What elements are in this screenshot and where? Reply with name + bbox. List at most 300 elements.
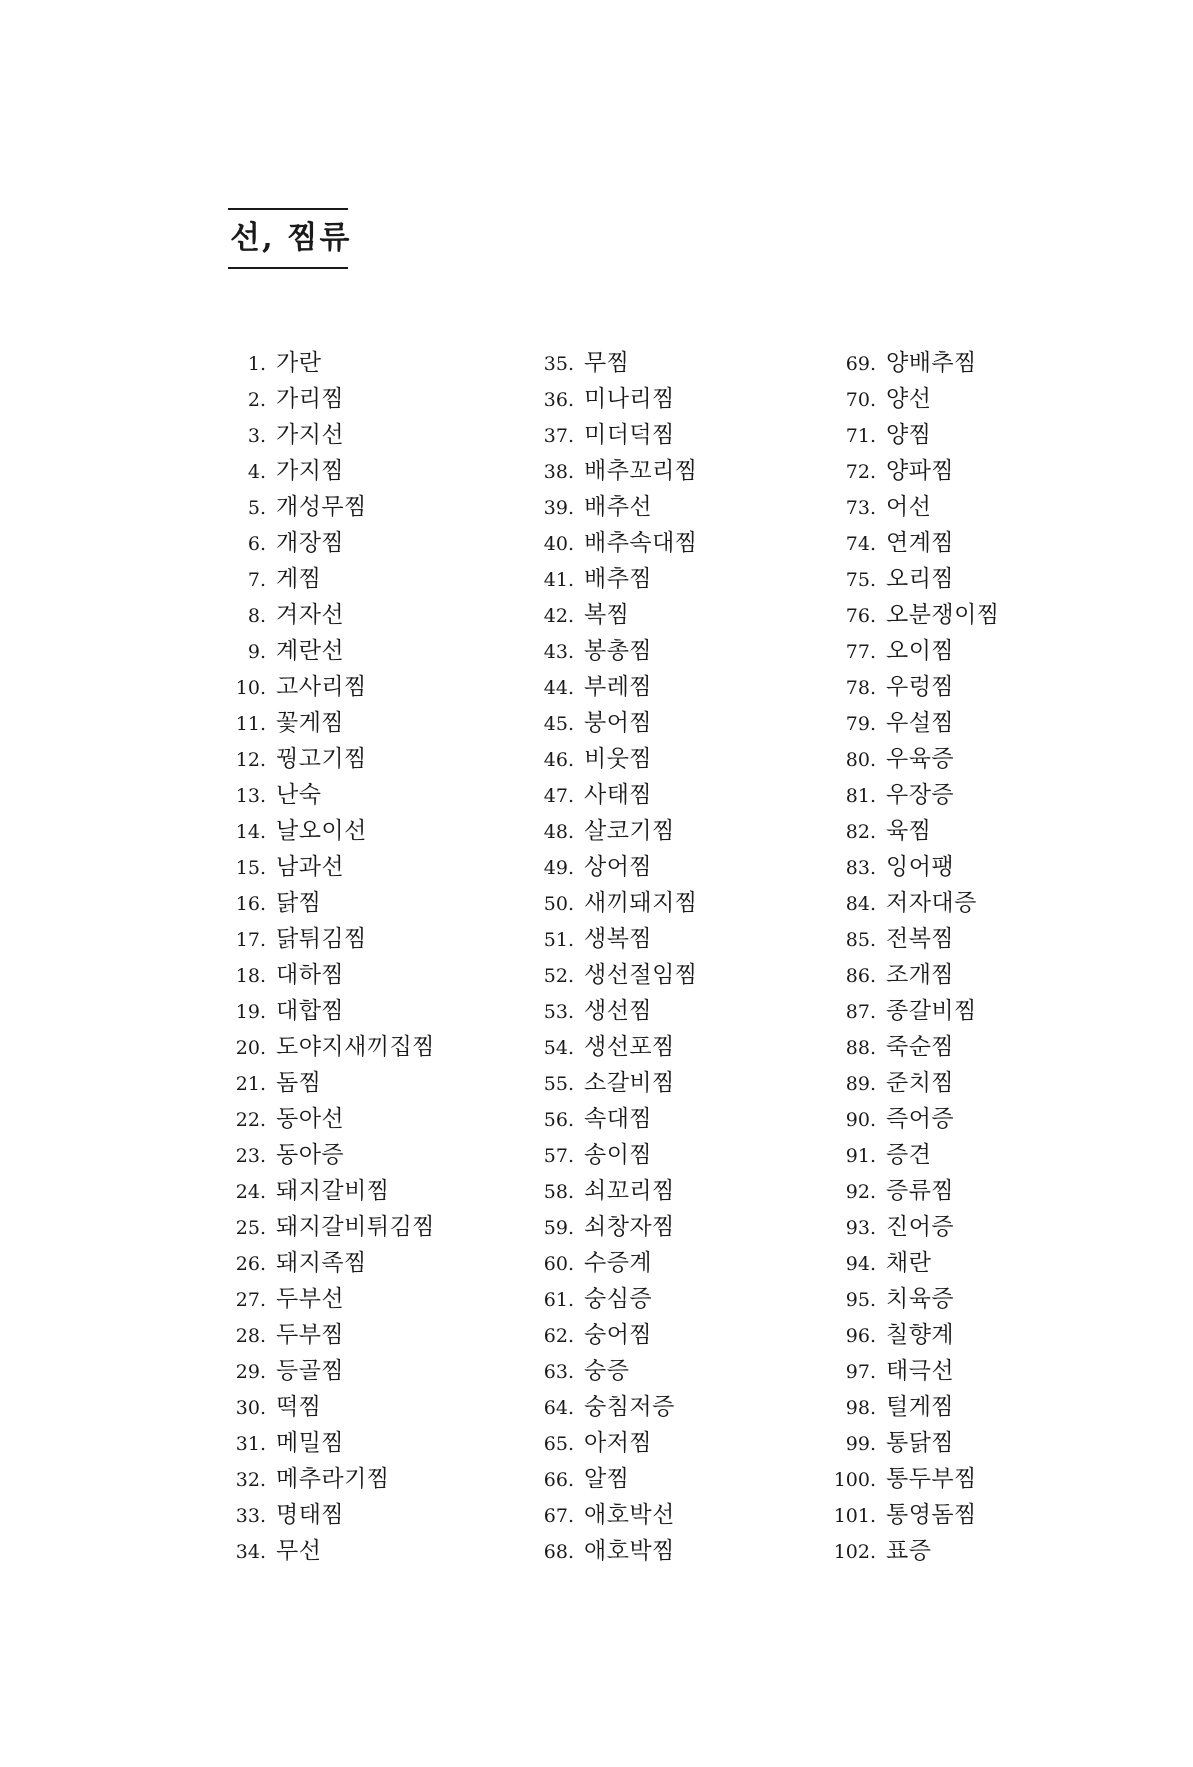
list-item <box>820 1461 1000 1497</box>
item-number: 58. <box>543 1181 574 1203</box>
item-number: 38. <box>543 461 574 483</box>
item-name: 상어찜 <box>584 854 653 880</box>
list-item <box>530 489 698 525</box>
list-item <box>222 885 435 921</box>
list-item <box>530 1497 698 1533</box>
item-number: 85. <box>845 929 876 951</box>
item-name: 통닭찜 <box>886 1430 955 1456</box>
item-number: 54. <box>543 1037 574 1059</box>
list-item <box>530 921 698 957</box>
item-name: 송이찜 <box>584 1142 653 1168</box>
item-name: 알찜 <box>584 1466 630 1492</box>
item-number: 45. <box>543 713 574 735</box>
item-number: 7. <box>247 569 266 591</box>
list-item <box>820 921 1000 957</box>
item-number: 98. <box>845 1397 876 1419</box>
list-column-1 <box>222 345 435 1569</box>
list-item <box>530 1533 698 1569</box>
list-item <box>222 453 435 489</box>
list-item <box>222 921 435 957</box>
item-name: 미나리찜 <box>584 386 675 412</box>
list-item <box>530 993 698 1029</box>
list-item <box>222 1101 435 1137</box>
item-name: 돼지갈비튀김찜 <box>276 1214 436 1240</box>
list-item <box>222 1065 435 1101</box>
item-name: 새끼돼지찜 <box>584 890 698 916</box>
item-number: 18. <box>235 965 266 987</box>
item-number: 94. <box>845 1253 876 1275</box>
item-number: 14. <box>235 821 266 843</box>
list-item <box>820 633 1000 669</box>
list-item <box>820 957 1000 993</box>
item-number: 34. <box>235 1541 266 1563</box>
item-name: 쇠창자찜 <box>584 1214 675 1240</box>
list-item <box>820 1533 1000 1569</box>
item-name: 등골찜 <box>276 1358 345 1384</box>
item-number: 91. <box>845 1145 876 1167</box>
item-number: 87. <box>845 1001 876 1023</box>
list-item <box>530 1065 698 1101</box>
item-name: 털게찜 <box>886 1394 955 1420</box>
item-number: 71. <box>845 425 876 447</box>
item-name: 증류찜 <box>886 1178 955 1204</box>
item-name: 무찜 <box>584 350 630 376</box>
list-item <box>222 1497 435 1533</box>
item-number: 90. <box>845 1109 876 1131</box>
item-name: 두부선 <box>276 1286 345 1312</box>
item-name: 통두부찜 <box>886 1466 977 1492</box>
item-number: 64. <box>543 1397 574 1419</box>
item-number: 12. <box>235 749 266 771</box>
item-name: 즉어증 <box>886 1106 955 1132</box>
item-number: 25. <box>235 1217 266 1239</box>
list-item <box>820 1353 1000 1389</box>
item-number: 4. <box>247 461 266 483</box>
list-item <box>820 741 1000 777</box>
item-name: 겨자선 <box>276 602 345 628</box>
list-item <box>222 957 435 993</box>
item-number: 84. <box>845 893 876 915</box>
list-item <box>222 1461 435 1497</box>
item-number: 1. <box>247 353 266 375</box>
list-item <box>530 1425 698 1461</box>
item-number: 48. <box>543 821 574 843</box>
item-number: 96. <box>845 1325 876 1347</box>
item-number: 11. <box>235 713 266 735</box>
heading-bottom-rule <box>228 267 348 269</box>
list-item <box>222 633 435 669</box>
item-name: 속대찜 <box>584 1106 653 1132</box>
item-name: 쇠꼬리찜 <box>584 1178 675 1204</box>
item-name: 채란 <box>886 1250 932 1276</box>
item-number: 20. <box>235 1037 266 1059</box>
item-name: 생선포찜 <box>584 1034 675 1060</box>
item-number: 97. <box>845 1361 876 1383</box>
item-name: 오이찜 <box>886 638 955 664</box>
item-number: 68. <box>543 1541 574 1563</box>
list-item <box>222 1425 435 1461</box>
item-number: 73. <box>845 497 876 519</box>
section-heading-block <box>228 208 352 269</box>
list-item <box>222 561 435 597</box>
item-number: 41. <box>543 569 574 591</box>
list-item <box>820 705 1000 741</box>
item-number: 23. <box>235 1145 266 1167</box>
list-item <box>820 669 1000 705</box>
list-item <box>530 417 698 453</box>
item-number: 82. <box>845 821 876 843</box>
list-item <box>530 957 698 993</box>
item-name: 개장찜 <box>276 530 345 556</box>
item-number: 9. <box>247 641 266 663</box>
item-number: 60. <box>543 1253 574 1275</box>
item-name: 가지찜 <box>276 458 345 484</box>
list-item <box>222 597 435 633</box>
list-item <box>820 1389 1000 1425</box>
item-name: 생복찜 <box>584 926 653 952</box>
item-name: 돔찜 <box>276 1070 322 1096</box>
list-item <box>222 1173 435 1209</box>
list-item <box>530 381 698 417</box>
item-number: 42. <box>543 605 574 627</box>
item-number: 33. <box>235 1505 266 1527</box>
item-name: 종갈비찜 <box>886 998 977 1024</box>
item-number: 63. <box>543 1361 574 1383</box>
item-number: 95. <box>845 1289 876 1311</box>
item-number: 67. <box>543 1505 574 1527</box>
item-name: 배추꼬리찜 <box>584 458 698 484</box>
item-name: 표증 <box>886 1538 932 1564</box>
item-number: 5. <box>247 497 266 519</box>
list-item <box>530 1317 698 1353</box>
item-name: 복찜 <box>584 602 630 628</box>
list-item <box>222 1353 435 1389</box>
list-item <box>820 777 1000 813</box>
item-name: 부레찜 <box>584 674 653 700</box>
item-number: 66. <box>543 1469 574 1491</box>
item-number: 37. <box>543 425 574 447</box>
item-name: 오분쟁이찜 <box>886 602 1000 628</box>
list-item <box>820 1065 1000 1101</box>
list-item <box>530 345 698 381</box>
list-item <box>820 1209 1000 1245</box>
item-name: 우설찜 <box>886 710 955 736</box>
item-name: 죽순찜 <box>886 1034 955 1060</box>
item-number: 15. <box>235 857 266 879</box>
list-item <box>530 705 698 741</box>
item-name: 양찜 <box>886 422 932 448</box>
item-name: 수증계 <box>584 1250 653 1276</box>
item-number: 10. <box>235 677 266 699</box>
list-item <box>820 1245 1000 1281</box>
item-name: 고사리찜 <box>276 674 367 700</box>
item-number: 100. <box>833 1469 876 1491</box>
item-name: 도야지새끼집찜 <box>276 1034 436 1060</box>
item-name: 떡찜 <box>276 1394 322 1420</box>
item-number: 8. <box>247 605 266 627</box>
item-name: 가란 <box>276 350 322 376</box>
list-item <box>222 489 435 525</box>
list-item <box>820 381 1000 417</box>
list-item <box>222 993 435 1029</box>
list-item <box>530 633 698 669</box>
item-name: 숭증 <box>584 1358 630 1384</box>
item-number: 13. <box>235 785 266 807</box>
item-number: 89. <box>845 1073 876 1095</box>
item-name: 두부찜 <box>276 1322 345 1348</box>
list-item <box>530 597 698 633</box>
item-name: 생선찜 <box>584 998 653 1024</box>
item-name: 연계찜 <box>886 530 955 556</box>
item-number: 29. <box>235 1361 266 1383</box>
list-item <box>820 1173 1000 1209</box>
item-number: 49. <box>543 857 574 879</box>
list-item <box>222 1209 435 1245</box>
item-number: 27. <box>235 1289 266 1311</box>
item-name: 살코기찜 <box>584 818 675 844</box>
list-item <box>530 1353 698 1389</box>
list-item <box>530 813 698 849</box>
list-item <box>222 1281 435 1317</box>
item-name: 대하찜 <box>276 962 345 988</box>
item-name: 배추선 <box>584 494 653 520</box>
item-number: 43. <box>543 641 574 663</box>
list-item <box>530 669 698 705</box>
item-number: 17. <box>235 929 266 951</box>
list-item <box>820 885 1000 921</box>
item-number: 28. <box>235 1325 266 1347</box>
item-number: 59. <box>543 1217 574 1239</box>
item-name: 애호박찜 <box>584 1538 675 1564</box>
item-name: 숭어찜 <box>584 1322 653 1348</box>
item-name: 배추속대찜 <box>584 530 698 556</box>
item-number: 78. <box>845 677 876 699</box>
item-number: 19. <box>235 1001 266 1023</box>
item-name: 꽃게찜 <box>276 710 345 736</box>
item-name: 숭심증 <box>584 1286 653 1312</box>
list-item <box>530 1389 698 1425</box>
item-name: 난숙 <box>276 782 322 808</box>
list-item <box>222 705 435 741</box>
list-item <box>530 1173 698 1209</box>
list-item <box>820 1137 1000 1173</box>
list-item <box>222 1137 435 1173</box>
item-name: 가리찜 <box>276 386 345 412</box>
list-item <box>222 813 435 849</box>
item-name: 전복찜 <box>886 926 955 952</box>
list-item <box>820 1497 1000 1533</box>
list-item <box>222 417 435 453</box>
item-name: 돼지갈비찜 <box>276 1178 390 1204</box>
item-number: 81. <box>845 785 876 807</box>
item-name: 어선 <box>886 494 932 520</box>
item-number: 86. <box>845 965 876 987</box>
item-name: 숭침저증 <box>584 1394 675 1420</box>
list-item <box>820 1317 1000 1353</box>
item-name: 조개찜 <box>886 962 955 988</box>
list-item <box>222 741 435 777</box>
list-item <box>820 345 1000 381</box>
list-item <box>222 1533 435 1569</box>
item-name: 우육증 <box>886 746 955 772</box>
page-title: 선, 찜류 <box>230 220 352 256</box>
item-name: 우렁찜 <box>886 674 955 700</box>
item-name: 소갈비찜 <box>584 1070 675 1096</box>
item-number: 70. <box>845 389 876 411</box>
item-name: 메추라기찜 <box>276 1466 390 1492</box>
item-name: 계란선 <box>276 638 345 664</box>
list-item <box>820 489 1000 525</box>
list-item <box>222 669 435 705</box>
list-item <box>222 777 435 813</box>
item-name: 명태찜 <box>276 1502 345 1528</box>
item-number: 22. <box>235 1109 266 1131</box>
item-name: 애호박선 <box>584 1502 675 1528</box>
item-number: 2. <box>247 389 266 411</box>
item-number: 44. <box>543 677 574 699</box>
item-name: 배추찜 <box>584 566 653 592</box>
item-name: 대합찜 <box>276 998 345 1024</box>
item-name: 생선절임찜 <box>584 962 698 988</box>
item-name: 잉어팽 <box>886 854 955 880</box>
item-name: 동아선 <box>276 1106 345 1132</box>
item-number: 99. <box>845 1433 876 1455</box>
list-item <box>530 525 698 561</box>
list-item <box>820 1029 1000 1065</box>
list-item <box>222 345 435 381</box>
item-number: 47. <box>543 785 574 807</box>
list-item <box>820 1281 1000 1317</box>
item-number: 102. <box>833 1541 876 1563</box>
list-item <box>222 1317 435 1353</box>
list-item <box>530 777 698 813</box>
item-number: 74. <box>845 533 876 555</box>
item-name: 진어증 <box>886 1214 955 1240</box>
item-name: 닭찜 <box>276 890 322 916</box>
list-item <box>222 1389 435 1425</box>
item-number: 55. <box>543 1073 574 1095</box>
item-name: 양배추찜 <box>886 350 977 376</box>
item-name: 준치찜 <box>886 1070 955 1096</box>
item-number: 6. <box>247 533 266 555</box>
item-number: 61. <box>543 1289 574 1311</box>
item-name: 치육증 <box>886 1286 955 1312</box>
item-number: 79. <box>845 713 876 735</box>
list-item <box>530 885 698 921</box>
item-number: 101. <box>833 1505 876 1527</box>
list-item <box>222 1245 435 1281</box>
list-item <box>820 993 1000 1029</box>
list-column-3 <box>820 345 1000 1569</box>
item-name: 돼지족찜 <box>276 1250 367 1276</box>
list-item <box>820 453 1000 489</box>
item-number: 65. <box>543 1433 574 1455</box>
item-number: 77. <box>845 641 876 663</box>
item-name: 양선 <box>886 386 932 412</box>
item-name: 게찜 <box>276 566 322 592</box>
item-number: 52. <box>543 965 574 987</box>
list-item <box>530 1281 698 1317</box>
list-item <box>530 1029 698 1065</box>
item-number: 40. <box>543 533 574 555</box>
item-number: 30. <box>235 1397 266 1419</box>
item-number: 16. <box>235 893 266 915</box>
list-item <box>820 561 1000 597</box>
item-name: 비웃찜 <box>584 746 653 772</box>
item-name: 남과선 <box>276 854 345 880</box>
item-number: 80. <box>845 749 876 771</box>
list-column-2 <box>530 345 698 1569</box>
item-number: 39. <box>543 497 574 519</box>
item-name: 봉총찜 <box>584 638 653 664</box>
item-number: 31. <box>235 1433 266 1455</box>
item-name: 우장증 <box>886 782 955 808</box>
item-name: 태극선 <box>886 1358 955 1384</box>
item-number: 35. <box>543 353 574 375</box>
list-item <box>530 561 698 597</box>
item-name: 닭튀김찜 <box>276 926 367 952</box>
item-number: 88. <box>845 1037 876 1059</box>
list-item <box>530 453 698 489</box>
list-item <box>820 1425 1000 1461</box>
list-item <box>820 1101 1000 1137</box>
item-name: 통영돔찜 <box>886 1502 977 1528</box>
list-item <box>222 381 435 417</box>
item-number: 56. <box>543 1109 574 1131</box>
list-item <box>222 525 435 561</box>
list-item <box>530 741 698 777</box>
item-number: 24. <box>235 1181 266 1203</box>
list-item <box>222 1029 435 1065</box>
list-item <box>530 1461 698 1497</box>
item-name: 날오이선 <box>276 818 367 844</box>
item-name: 오리찜 <box>886 566 955 592</box>
item-number: 76. <box>845 605 876 627</box>
item-number: 72. <box>845 461 876 483</box>
item-number: 75. <box>845 569 876 591</box>
list-item <box>820 525 1000 561</box>
list-item <box>530 1209 698 1245</box>
item-name: 저자대증 <box>886 890 977 916</box>
item-name: 메밀찜 <box>276 1430 345 1456</box>
item-number: 3. <box>247 425 266 447</box>
item-name: 가지선 <box>276 422 345 448</box>
item-number: 57. <box>543 1145 574 1167</box>
item-name: 육찜 <box>886 818 932 844</box>
item-number: 62. <box>543 1325 574 1347</box>
item-number: 36. <box>543 389 574 411</box>
item-number: 93. <box>845 1217 876 1239</box>
item-number: 50. <box>543 893 574 915</box>
item-number: 53. <box>543 1001 574 1023</box>
list-item <box>530 1101 698 1137</box>
item-name: 양파찜 <box>886 458 955 484</box>
item-number: 32. <box>235 1469 266 1491</box>
list-item <box>530 1137 698 1173</box>
item-number: 21. <box>235 1073 266 1095</box>
list-item <box>530 849 698 885</box>
item-number: 83. <box>845 857 876 879</box>
item-name: 동아증 <box>276 1142 345 1168</box>
list-item <box>820 813 1000 849</box>
list-item <box>530 1245 698 1281</box>
item-name: 개성무찜 <box>276 494 367 520</box>
list-item <box>820 417 1000 453</box>
item-name: 미더덕찜 <box>584 422 675 448</box>
item-name: 아저찜 <box>584 1430 653 1456</box>
item-name: 무선 <box>276 1538 322 1564</box>
item-number: 51. <box>543 929 574 951</box>
